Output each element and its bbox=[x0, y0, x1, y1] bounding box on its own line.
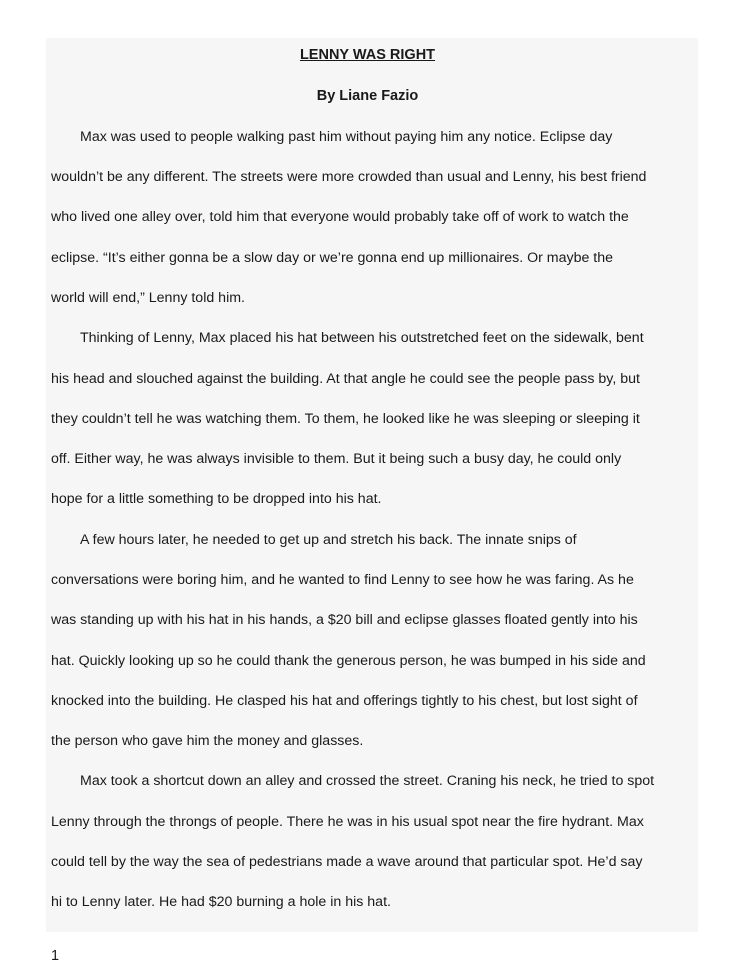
paragraph-line: Max took a shortcut down an alley and crossed the street. Craning his neck, he tried to spot bbox=[80, 773, 655, 789]
paragraph-line: off. Either way, he was always invisible to them. But it being such a busy day, he could only bbox=[51, 451, 622, 467]
paragraph-line: conversations were boring him, and he wanted to find Lenny to see how he was faring. As he bbox=[51, 572, 634, 588]
byline: By Liane Fazio bbox=[316, 88, 419, 104]
paragraph-line: Thinking of Lenny, Max placed his hat between his outstretched feet on the sidewalk, bent bbox=[80, 330, 644, 346]
paragraph-line: hat. Quickly looking up so he could thank the generous person, he was bumped in his side and bbox=[51, 653, 646, 669]
paragraph-line: his head and slouched against the building. At that angle he could see the people pass by, but bbox=[51, 371, 640, 387]
paragraph-line: hope for a little something to be dropped into his hat. bbox=[51, 491, 382, 507]
paragraph-line: the person who gave him the money and glasses. bbox=[51, 733, 364, 749]
paragraph-line: world will end,” Lenny told him. bbox=[51, 290, 245, 306]
story-title: LENNY WAS RIGHT bbox=[299, 47, 436, 63]
paragraph-line: could tell by the way the sea of pedestrians made a wave around that particular spot. He’d say bbox=[51, 854, 643, 870]
paragraph-line: wouldn’t be any different. The streets were more crowded than usual and Lenny, his best friend bbox=[51, 169, 647, 185]
paragraph-line: hi to Lenny later. He had $20 burning a hole in his hat. bbox=[51, 894, 391, 910]
paragraph-line: who lived one alley over, told him that everyone would probably take off of work to watch the bbox=[51, 209, 629, 225]
paragraph-line: Max was used to people walking past him without paying him any notice. Eclipse day bbox=[80, 129, 613, 145]
page-number: 1 bbox=[51, 948, 60, 964]
paragraph-line: they couldn’t tell he was watching them. To them, he looked like he was sleeping or sleeping it bbox=[51, 411, 640, 427]
paragraph-line: knocked into the building. He clasped his hat and offerings tightly to his chest, but lost sight of bbox=[51, 693, 638, 709]
paragraph-line: was standing up with his hat in his hands, a $20 bill and eclipse glasses floated gently into his bbox=[51, 612, 638, 628]
paragraph-line: eclipse. “It’s either gonna be a slow day or we’re gonna end up millionaires. Or maybe the bbox=[51, 250, 614, 266]
paragraph-line: A few hours later, he needed to get up and stretch his back. The innate snips of bbox=[80, 532, 577, 548]
paragraph-line: Lenny through the throngs of people. There he was in his usual spot near the fire hydrant. Max bbox=[51, 814, 644, 830]
